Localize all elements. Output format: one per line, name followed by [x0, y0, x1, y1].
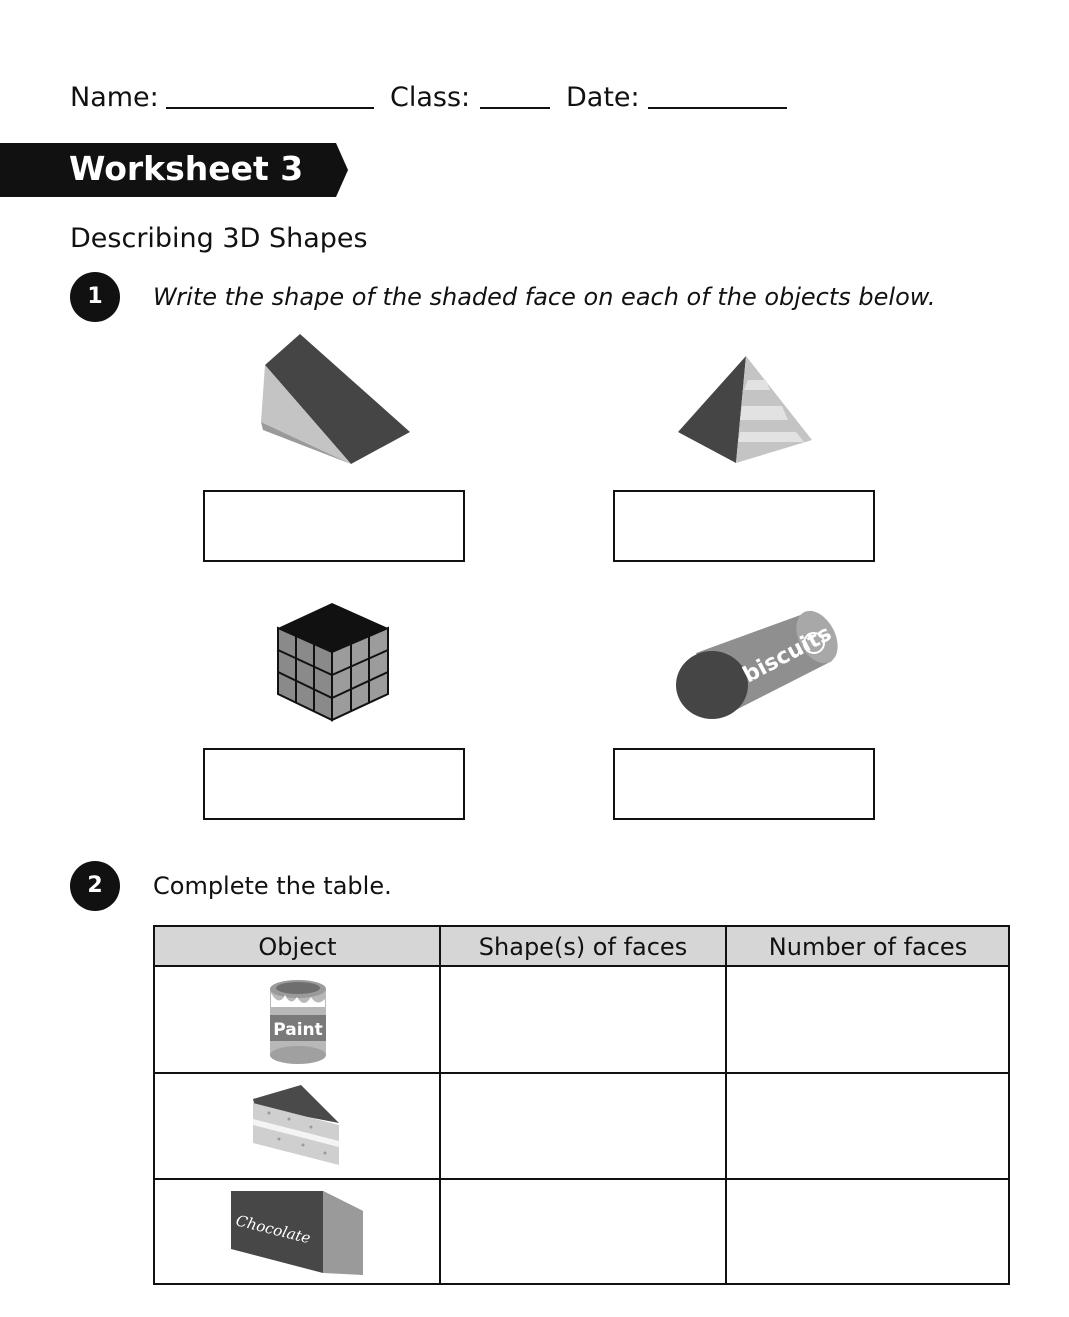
cube-icon: [270, 600, 400, 725]
row2-shapes-cell[interactable]: [441, 1074, 725, 1178]
paint-can-icon: [265, 975, 331, 1067]
question-2-number: 2: [70, 861, 120, 911]
name-field[interactable]: [166, 107, 374, 109]
date-label: Date:: [566, 82, 640, 113]
row3-count-cell[interactable]: [727, 1180, 1010, 1283]
chocolate-bar-icon: [229, 1189, 365, 1279]
faces-table: [153, 925, 1010, 1285]
section-subtitle: Describing 3D Shapes: [70, 223, 368, 254]
question-1-number: 1: [70, 272, 120, 322]
cylinder-biscuits-icon: [672, 605, 842, 727]
row1-count-cell[interactable]: [727, 969, 1010, 1072]
question-2-text: Complete the table.: [153, 872, 392, 900]
answer-box-cube[interactable]: [203, 748, 465, 820]
header-shapes: Shape(s) of faces: [478, 933, 688, 961]
chocolate-label: Chocolate: [234, 1211, 313, 1248]
row1-shapes-cell[interactable]: [441, 969, 725, 1072]
answer-box-pyramid[interactable]: [613, 490, 875, 562]
biscuits-label: biscuits: [739, 621, 836, 689]
worksheet-title: Worksheet 3: [69, 149, 304, 188]
answer-box-cylinder[interactable]: [613, 748, 875, 820]
cake-slice-icon: [249, 1083, 345, 1169]
class-field[interactable]: [480, 107, 550, 109]
triangular-prism-icon: [255, 330, 415, 470]
header-object: Object: [258, 933, 337, 961]
class-label: Class:: [390, 82, 471, 113]
question-1-text: Write the shape of the shaded face on each of the objects below.: [153, 283, 936, 311]
paint-label: Paint: [273, 1020, 323, 1040]
row3-shapes-cell[interactable]: [441, 1180, 725, 1283]
answer-box-prism[interactable]: [203, 490, 465, 562]
pyramid-icon: [670, 350, 820, 470]
row2-count-cell[interactable]: [727, 1074, 1010, 1178]
header-count: Number of faces: [768, 933, 968, 961]
date-field[interactable]: [648, 107, 787, 109]
name-label: Name:: [70, 82, 159, 113]
